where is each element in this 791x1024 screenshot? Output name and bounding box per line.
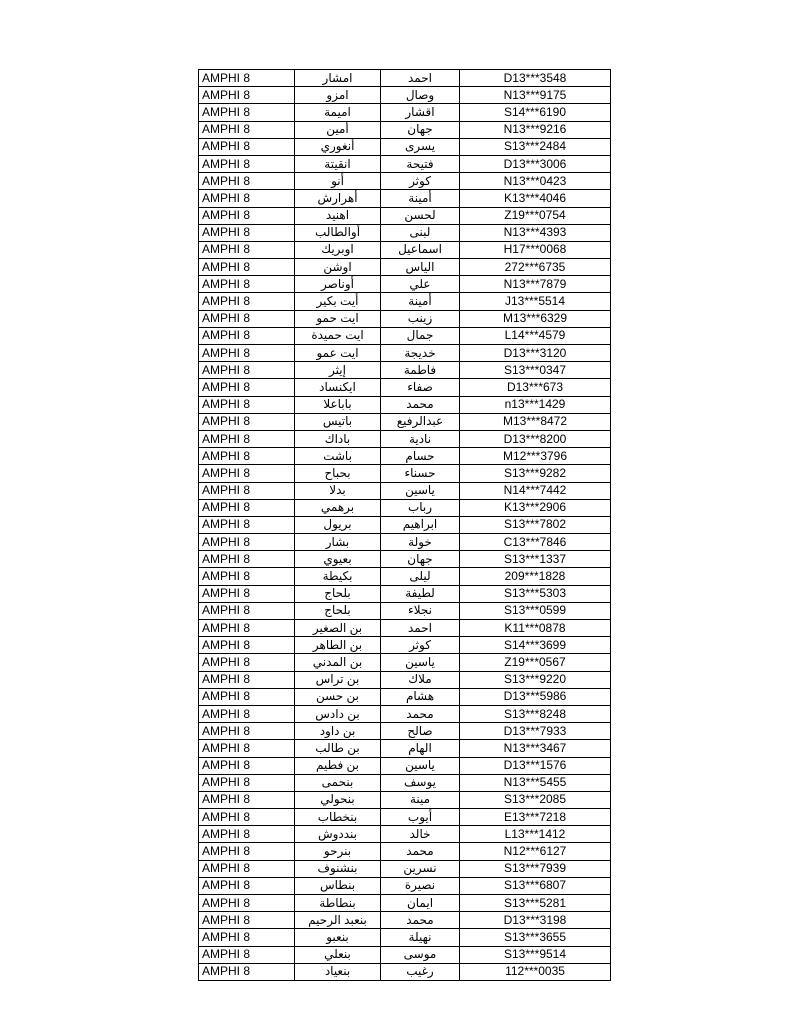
first-name-cell: يوسف xyxy=(381,774,460,791)
amphi-cell: AMPHI 8 xyxy=(199,155,295,172)
last-name-cell: بنددوش xyxy=(295,826,381,843)
table-row xyxy=(199,912,611,929)
amphi-cell: AMPHI 8 xyxy=(199,482,295,499)
student-code-cell: S13***1337 xyxy=(460,551,611,568)
amphi-cell: AMPHI 8 xyxy=(199,430,295,447)
first-name-cell: عبدالرفيع xyxy=(381,413,460,430)
amphi-cell: AMPHI 8 xyxy=(199,585,295,602)
student-code-cell: S14***6190 xyxy=(460,104,611,121)
amphi-cell: AMPHI 8 xyxy=(199,259,295,276)
amphi-cell: AMPHI 8 xyxy=(199,791,295,808)
last-name-cell: اوشن xyxy=(295,259,381,276)
last-name-cell: بكيطة xyxy=(295,568,381,585)
table-row xyxy=(199,482,611,499)
amphi-cell: AMPHI 8 xyxy=(199,173,295,190)
table-row xyxy=(199,396,611,413)
table-row xyxy=(199,585,611,602)
last-name-cell: بدلا xyxy=(295,482,381,499)
first-name-cell: فتيحة xyxy=(381,155,460,172)
amphi-cell: AMPHI 8 xyxy=(199,534,295,551)
student-code-cell: C13***7846 xyxy=(460,534,611,551)
amphi-cell: AMPHI 8 xyxy=(199,602,295,619)
table-row xyxy=(199,654,611,671)
last-name-cell: ايت حميدة xyxy=(295,327,381,344)
student-code-cell: D13***3006 xyxy=(460,155,611,172)
table-row xyxy=(199,155,611,172)
student-code-cell: M12***3796 xyxy=(460,448,611,465)
student-code-cell: S13***7939 xyxy=(460,860,611,877)
first-name-cell: وصال xyxy=(381,87,460,104)
first-name-cell: صالح xyxy=(381,723,460,740)
student-roster-table xyxy=(198,69,611,981)
first-name-cell: لطيفة xyxy=(381,585,460,602)
last-name-cell: بنخطاب xyxy=(295,809,381,826)
amphi-cell: AMPHI 8 xyxy=(199,87,295,104)
first-name-cell: جمال xyxy=(381,327,460,344)
first-name-cell: أمينة xyxy=(381,293,460,310)
student-code-cell: S13***2484 xyxy=(460,138,611,155)
amphi-cell: AMPHI 8 xyxy=(199,499,295,516)
student-code-cell: D13***8200 xyxy=(460,430,611,447)
first-name-cell: حسام xyxy=(381,448,460,465)
student-code-cell: L13***1412 xyxy=(460,826,611,843)
last-name-cell: بن الطاهر xyxy=(295,637,381,654)
amphi-cell: AMPHI 8 xyxy=(199,190,295,207)
amphi-cell: AMPHI 8 xyxy=(199,705,295,722)
student-code-cell: S13***6807 xyxy=(460,877,611,894)
last-name-cell: ايت حمو xyxy=(295,310,381,327)
amphi-cell: AMPHI 8 xyxy=(199,963,295,980)
table-row xyxy=(199,688,611,705)
student-code-cell: Z19***0567 xyxy=(460,654,611,671)
amphi-cell: AMPHI 8 xyxy=(199,637,295,654)
last-name-cell: امشار xyxy=(295,70,381,87)
table-row xyxy=(199,173,611,190)
table-row xyxy=(199,345,611,362)
last-name-cell: بنرحو xyxy=(295,843,381,860)
first-name-cell: محمد xyxy=(381,396,460,413)
first-name-cell: رباب xyxy=(381,499,460,516)
first-name-cell: ليلى xyxy=(381,568,460,585)
amphi-cell: AMPHI 8 xyxy=(199,895,295,912)
first-name-cell: ابراهيم xyxy=(381,516,460,533)
amphi-cell: AMPHI 8 xyxy=(199,345,295,362)
table-row xyxy=(199,757,611,774)
student-code-cell: K13***4046 xyxy=(460,190,611,207)
amphi-cell: AMPHI 8 xyxy=(199,70,295,87)
first-name-cell: لبنى xyxy=(381,224,460,241)
last-name-cell: برهمي xyxy=(295,499,381,516)
last-name-cell: أوناصر xyxy=(295,276,381,293)
student-code-cell: D13***3548 xyxy=(460,70,611,87)
amphi-cell: AMPHI 8 xyxy=(199,327,295,344)
table-row xyxy=(199,121,611,138)
amphi-cell: AMPHI 8 xyxy=(199,516,295,533)
table-row xyxy=(199,241,611,258)
first-name-cell: محمد xyxy=(381,843,460,860)
student-code-cell: K13***2906 xyxy=(460,499,611,516)
first-name-cell: أمينة xyxy=(381,190,460,207)
student-code-cell: E13***7218 xyxy=(460,809,611,826)
first-name-cell: محمد xyxy=(381,912,460,929)
first-name-cell: خديجة xyxy=(381,345,460,362)
amphi-cell: AMPHI 8 xyxy=(199,877,295,894)
last-name-cell: بن حسن xyxy=(295,688,381,705)
last-name-cell: اهنيد xyxy=(295,207,381,224)
table-row xyxy=(199,740,611,757)
amphi-cell: AMPHI 8 xyxy=(199,723,295,740)
last-name-cell: ايت عمو xyxy=(295,345,381,362)
last-name-cell: أيت بكير xyxy=(295,293,381,310)
table-row xyxy=(199,568,611,585)
last-name-cell: بنعياد xyxy=(295,963,381,980)
last-name-cell: بنعبد الرحيم xyxy=(295,912,381,929)
last-name-cell: بشار xyxy=(295,534,381,551)
student-code-cell: S13***9220 xyxy=(460,671,611,688)
amphi-cell: AMPHI 8 xyxy=(199,465,295,482)
student-code-cell: N13***9175 xyxy=(460,87,611,104)
student-code-cell: D13***3198 xyxy=(460,912,611,929)
table-row xyxy=(199,826,611,843)
first-name-cell: ايمان xyxy=(381,895,460,912)
table-row xyxy=(199,877,611,894)
table-row xyxy=(199,379,611,396)
first-name-cell: محمد xyxy=(381,705,460,722)
amphi-cell: AMPHI 8 xyxy=(199,774,295,791)
first-name-cell: مينة xyxy=(381,791,460,808)
student-code-cell: D13***7933 xyxy=(460,723,611,740)
last-name-cell: انقيتة xyxy=(295,155,381,172)
last-name-cell: بن داود xyxy=(295,723,381,740)
last-name-cell: بنطاطة xyxy=(295,895,381,912)
table-row xyxy=(199,809,611,826)
last-name-cell: باداك xyxy=(295,430,381,447)
table-row xyxy=(199,895,611,912)
table-row xyxy=(199,104,611,121)
table-row xyxy=(199,723,611,740)
table-row xyxy=(199,499,611,516)
first-name-cell: حسناء xyxy=(381,465,460,482)
first-name-cell: ياسين xyxy=(381,654,460,671)
student-code-cell: D13***673 xyxy=(460,379,611,396)
student-code-cell: S13***3655 xyxy=(460,929,611,946)
student-code-cell: S13***9514 xyxy=(460,946,611,963)
amphi-cell: AMPHI 8 xyxy=(199,929,295,946)
first-name-cell: لحسن xyxy=(381,207,460,224)
student-code-cell: D13***1576 xyxy=(460,757,611,774)
student-code-cell: S13***8248 xyxy=(460,705,611,722)
table-row xyxy=(199,705,611,722)
last-name-cell: بن تراس xyxy=(295,671,381,688)
last-name-cell: بعيوي xyxy=(295,551,381,568)
student-code-cell: M13***6329 xyxy=(460,310,611,327)
amphi-cell: AMPHI 8 xyxy=(199,860,295,877)
first-name-cell: نصيرة xyxy=(381,877,460,894)
first-name-cell: كوثر xyxy=(381,637,460,654)
student-code-cell: S13***0599 xyxy=(460,602,611,619)
last-name-cell: بنعبو xyxy=(295,929,381,946)
amphi-cell: AMPHI 8 xyxy=(199,688,295,705)
last-name-cell: بلحاج xyxy=(295,602,381,619)
table-row xyxy=(199,362,611,379)
amphi-cell: AMPHI 8 xyxy=(199,826,295,843)
student-code-cell: N13***4393 xyxy=(460,224,611,241)
table-row xyxy=(199,946,611,963)
student-code-cell: N13***3467 xyxy=(460,740,611,757)
amphi-cell: AMPHI 8 xyxy=(199,946,295,963)
first-name-cell: احمد xyxy=(381,70,460,87)
student-code-cell: M13***8472 xyxy=(460,413,611,430)
student-code-cell: S13***9282 xyxy=(460,465,611,482)
last-name-cell: اوبريك xyxy=(295,241,381,258)
table-row xyxy=(199,671,611,688)
table-row xyxy=(199,190,611,207)
student-code-cell: S13***2085 xyxy=(460,791,611,808)
first-name-cell: علي xyxy=(381,276,460,293)
first-name-cell: الياس xyxy=(381,259,460,276)
amphi-cell: AMPHI 8 xyxy=(199,809,295,826)
first-name-cell: الهام xyxy=(381,740,460,757)
student-code-cell: D13***5986 xyxy=(460,688,611,705)
last-name-cell: بنحولي xyxy=(295,791,381,808)
amphi-cell: AMPHI 8 xyxy=(199,757,295,774)
student-code-cell: Z19***0754 xyxy=(460,207,611,224)
student-code-cell: N12***6127 xyxy=(460,843,611,860)
first-name-cell: موسى xyxy=(381,946,460,963)
amphi-cell: AMPHI 8 xyxy=(199,293,295,310)
amphi-cell: AMPHI 8 xyxy=(199,568,295,585)
last-name-cell: باشت xyxy=(295,448,381,465)
last-name-cell: بن طالب xyxy=(295,740,381,757)
last-name-cell: أنغوري xyxy=(295,138,381,155)
last-name-cell: ايكنساد xyxy=(295,379,381,396)
last-name-cell: بن المدني xyxy=(295,654,381,671)
first-name-cell: نادية xyxy=(381,430,460,447)
amphi-cell: AMPHI 8 xyxy=(199,843,295,860)
amphi-cell: AMPHI 8 xyxy=(199,448,295,465)
table-row xyxy=(199,534,611,551)
first-name-cell: ياسين xyxy=(381,757,460,774)
first-name-cell: خولة xyxy=(381,534,460,551)
first-name-cell: ياسين xyxy=(381,482,460,499)
amphi-cell: AMPHI 8 xyxy=(199,276,295,293)
amphi-cell: AMPHI 8 xyxy=(199,241,295,258)
student-code-cell: S13***0347 xyxy=(460,362,611,379)
amphi-cell: AMPHI 8 xyxy=(199,121,295,138)
first-name-cell: فاطمة xyxy=(381,362,460,379)
first-name-cell: يسرى xyxy=(381,138,460,155)
last-name-cell: بلحاج xyxy=(295,585,381,602)
first-name-cell: جهان xyxy=(381,551,460,568)
student-code-cell: L14***4579 xyxy=(460,327,611,344)
table-row xyxy=(199,465,611,482)
table-row xyxy=(199,602,611,619)
amphi-cell: AMPHI 8 xyxy=(199,551,295,568)
student-code-cell: 112***0035 xyxy=(460,963,611,980)
amphi-cell: AMPHI 8 xyxy=(199,396,295,413)
table-row xyxy=(199,293,611,310)
first-name-cell: جهان xyxy=(381,121,460,138)
student-code-cell: J13***5514 xyxy=(460,293,611,310)
table-row xyxy=(199,327,611,344)
student-code-cell: N13***0423 xyxy=(460,173,611,190)
last-name-cell: بن دادس xyxy=(295,705,381,722)
student-code-cell: N13***9216 xyxy=(460,121,611,138)
student-code-cell: S13***5281 xyxy=(460,895,611,912)
last-name-cell: أهرارش xyxy=(295,190,381,207)
table-row xyxy=(199,843,611,860)
last-name-cell: باتيس xyxy=(295,413,381,430)
student-code-cell: n13***1429 xyxy=(460,396,611,413)
first-name-cell: خالد xyxy=(381,826,460,843)
last-name-cell: بريول xyxy=(295,516,381,533)
roster-body xyxy=(199,70,611,981)
table-row xyxy=(199,791,611,808)
last-name-cell: بنشنوف xyxy=(295,860,381,877)
student-code-cell: 272***6735 xyxy=(460,259,611,276)
table-row xyxy=(199,516,611,533)
table-row xyxy=(199,860,611,877)
table-row xyxy=(199,70,611,87)
table-row xyxy=(199,259,611,276)
student-code-cell: K11***0878 xyxy=(460,620,611,637)
amphi-cell: AMPHI 8 xyxy=(199,310,295,327)
student-code-cell: N14***7442 xyxy=(460,482,611,499)
first-name-cell: صفاء xyxy=(381,379,460,396)
amphi-cell: AMPHI 8 xyxy=(199,671,295,688)
table-row xyxy=(199,224,611,241)
first-name-cell: نجلاء xyxy=(381,602,460,619)
first-name-cell: احمد xyxy=(381,620,460,637)
table-row xyxy=(199,87,611,104)
student-code-cell: S13***5303 xyxy=(460,585,611,602)
last-name-cell: بنطاس xyxy=(295,877,381,894)
first-name-cell: نهيلة xyxy=(381,929,460,946)
last-name-cell: بنحمى xyxy=(295,774,381,791)
table-row xyxy=(199,551,611,568)
student-code-cell: S13***7802 xyxy=(460,516,611,533)
student-code-cell: H17***0068 xyxy=(460,241,611,258)
amphi-cell: AMPHI 8 xyxy=(199,138,295,155)
first-name-cell: زينب xyxy=(381,310,460,327)
last-name-cell: بحباح xyxy=(295,465,381,482)
amphi-cell: AMPHI 8 xyxy=(199,224,295,241)
table-row xyxy=(199,774,611,791)
last-name-cell: أنو xyxy=(295,173,381,190)
last-name-cell: بن فطيم xyxy=(295,757,381,774)
amphi-cell: AMPHI 8 xyxy=(199,362,295,379)
amphi-cell: AMPHI 8 xyxy=(199,104,295,121)
table-row xyxy=(199,430,611,447)
amphi-cell: AMPHI 8 xyxy=(199,912,295,929)
first-name-cell: اقشار xyxy=(381,104,460,121)
table-row xyxy=(199,637,611,654)
table-row xyxy=(199,310,611,327)
first-name-cell: ملاك xyxy=(381,671,460,688)
last-name-cell: إيثر xyxy=(295,362,381,379)
last-name-cell: أمين xyxy=(295,121,381,138)
amphi-cell: AMPHI 8 xyxy=(199,654,295,671)
table-row xyxy=(199,138,611,155)
last-name-cell: باباعلا xyxy=(295,396,381,413)
last-name-cell: بنعلي xyxy=(295,946,381,963)
amphi-cell: AMPHI 8 xyxy=(199,413,295,430)
first-name-cell: هشام xyxy=(381,688,460,705)
table-row xyxy=(199,276,611,293)
student-code-cell: N13***7879 xyxy=(460,276,611,293)
first-name-cell: أيوب xyxy=(381,809,460,826)
table-row xyxy=(199,620,611,637)
amphi-cell: AMPHI 8 xyxy=(199,207,295,224)
table-row xyxy=(199,929,611,946)
last-name-cell: اميمة xyxy=(295,104,381,121)
first-name-cell: رغيب xyxy=(381,963,460,980)
table-row xyxy=(199,207,611,224)
student-code-cell: N13***5455 xyxy=(460,774,611,791)
amphi-cell: AMPHI 8 xyxy=(199,379,295,396)
first-name-cell: كوثر xyxy=(381,173,460,190)
last-name-cell: امزو xyxy=(295,87,381,104)
amphi-cell: AMPHI 8 xyxy=(199,620,295,637)
table-row xyxy=(199,413,611,430)
first-name-cell: نسرين xyxy=(381,860,460,877)
student-code-cell: S14***3699 xyxy=(460,637,611,654)
first-name-cell: اسماعيل xyxy=(381,241,460,258)
amphi-cell: AMPHI 8 xyxy=(199,740,295,757)
last-name-cell: أوالطالب xyxy=(295,224,381,241)
table-row xyxy=(199,448,611,465)
student-code-cell: D13***3120 xyxy=(460,345,611,362)
table-row xyxy=(199,963,611,980)
student-code-cell: 209***1828 xyxy=(460,568,611,585)
last-name-cell: بن الصغير xyxy=(295,620,381,637)
